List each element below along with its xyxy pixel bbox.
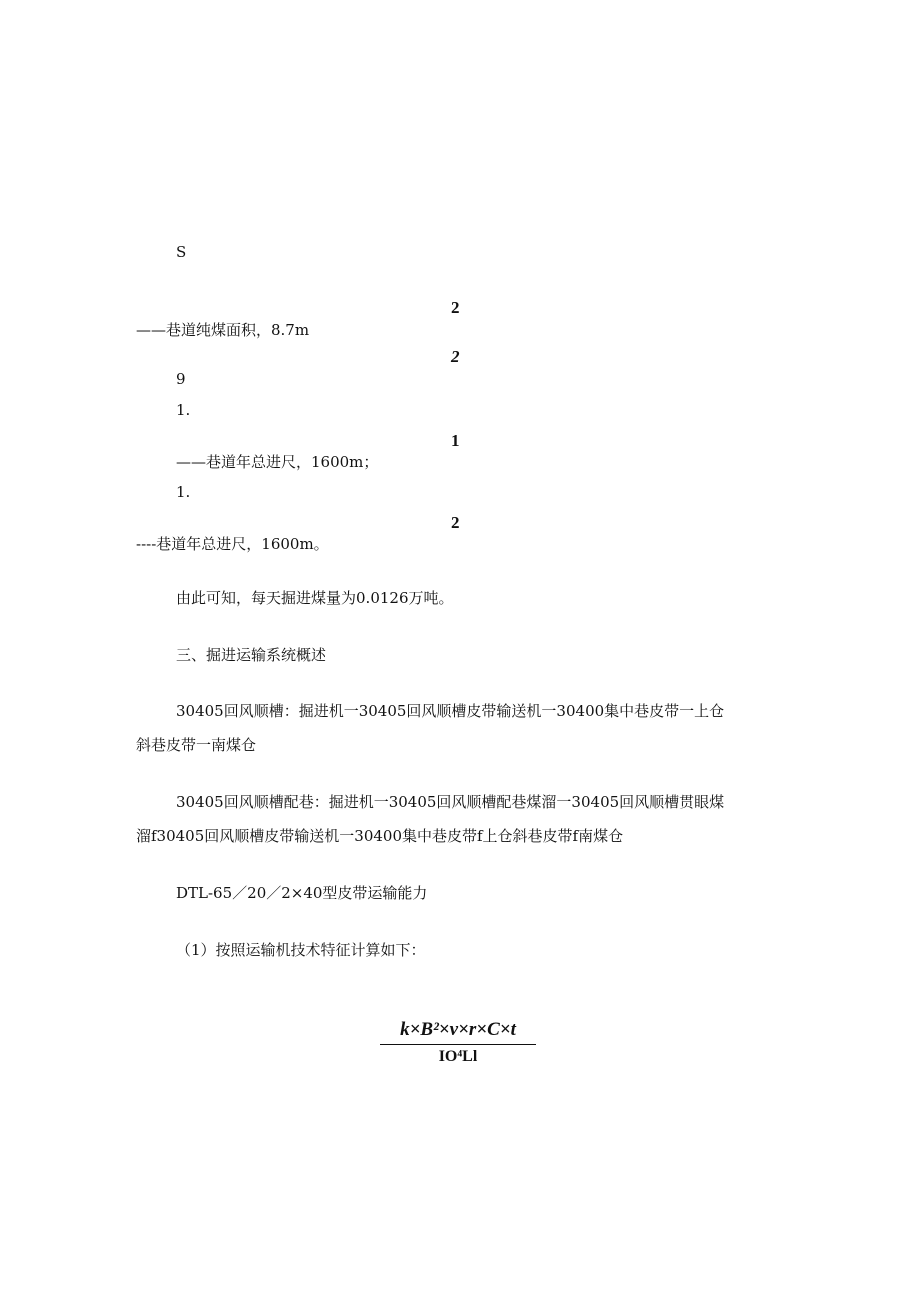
calculation-intro: （1）按照运输机技术特征计算如下： bbox=[176, 941, 426, 959]
belt-capacity-heading: DTL-65／20／2×40型皮带运输能力 bbox=[176, 884, 428, 902]
value-9: 9 bbox=[176, 370, 186, 388]
value-1-first: 1. bbox=[176, 401, 191, 419]
route-2-line-1: 30405回风顺槽配巷：掘进机一30405回风顺槽配巷煤溜一30405回风顺槽贯眼煤 bbox=[176, 793, 725, 811]
definition-annual-advance-1: ——巷道年总进尺，1600m； bbox=[176, 453, 379, 471]
subscript-1: 1 bbox=[451, 431, 460, 450]
route-2-line-2: 溜f30405回风顺槽皮带输送机一30400集中巷皮带f上仓斜巷皮带f南煤仓 bbox=[136, 827, 624, 845]
symbol-s: S bbox=[176, 243, 187, 261]
conclusion-paragraph: 由此可知，每天掘进煤量为0.0126万吨。 bbox=[176, 589, 454, 607]
subscript-2: 2 bbox=[451, 298, 460, 317]
route-1-line-2: 斜巷皮带一南煤仓 bbox=[136, 736, 257, 754]
formula-denominator: IO⁴Ll bbox=[438, 1048, 478, 1065]
definition-coal-area: ——巷道纯煤面积，8.7m bbox=[136, 321, 310, 339]
definition-annual-advance-2: ----巷道年总进尺，1600m。 bbox=[136, 535, 329, 553]
capacity-formula bbox=[380, 1018, 536, 1069]
subscript-2-second: 2 bbox=[451, 513, 460, 532]
formula-numerator: k×B²×v×r×C×t bbox=[380, 1018, 536, 1045]
value-1-second: 1. bbox=[176, 483, 191, 501]
route-1-line-1: 30405回风顺槽：掘进机一30405回风顺槽皮带输送机一30400集中巷皮带一上仓 bbox=[176, 702, 725, 720]
superscript-2: 2 bbox=[451, 347, 460, 366]
section-heading: 三、掘进运输系统概述 bbox=[176, 646, 327, 664]
